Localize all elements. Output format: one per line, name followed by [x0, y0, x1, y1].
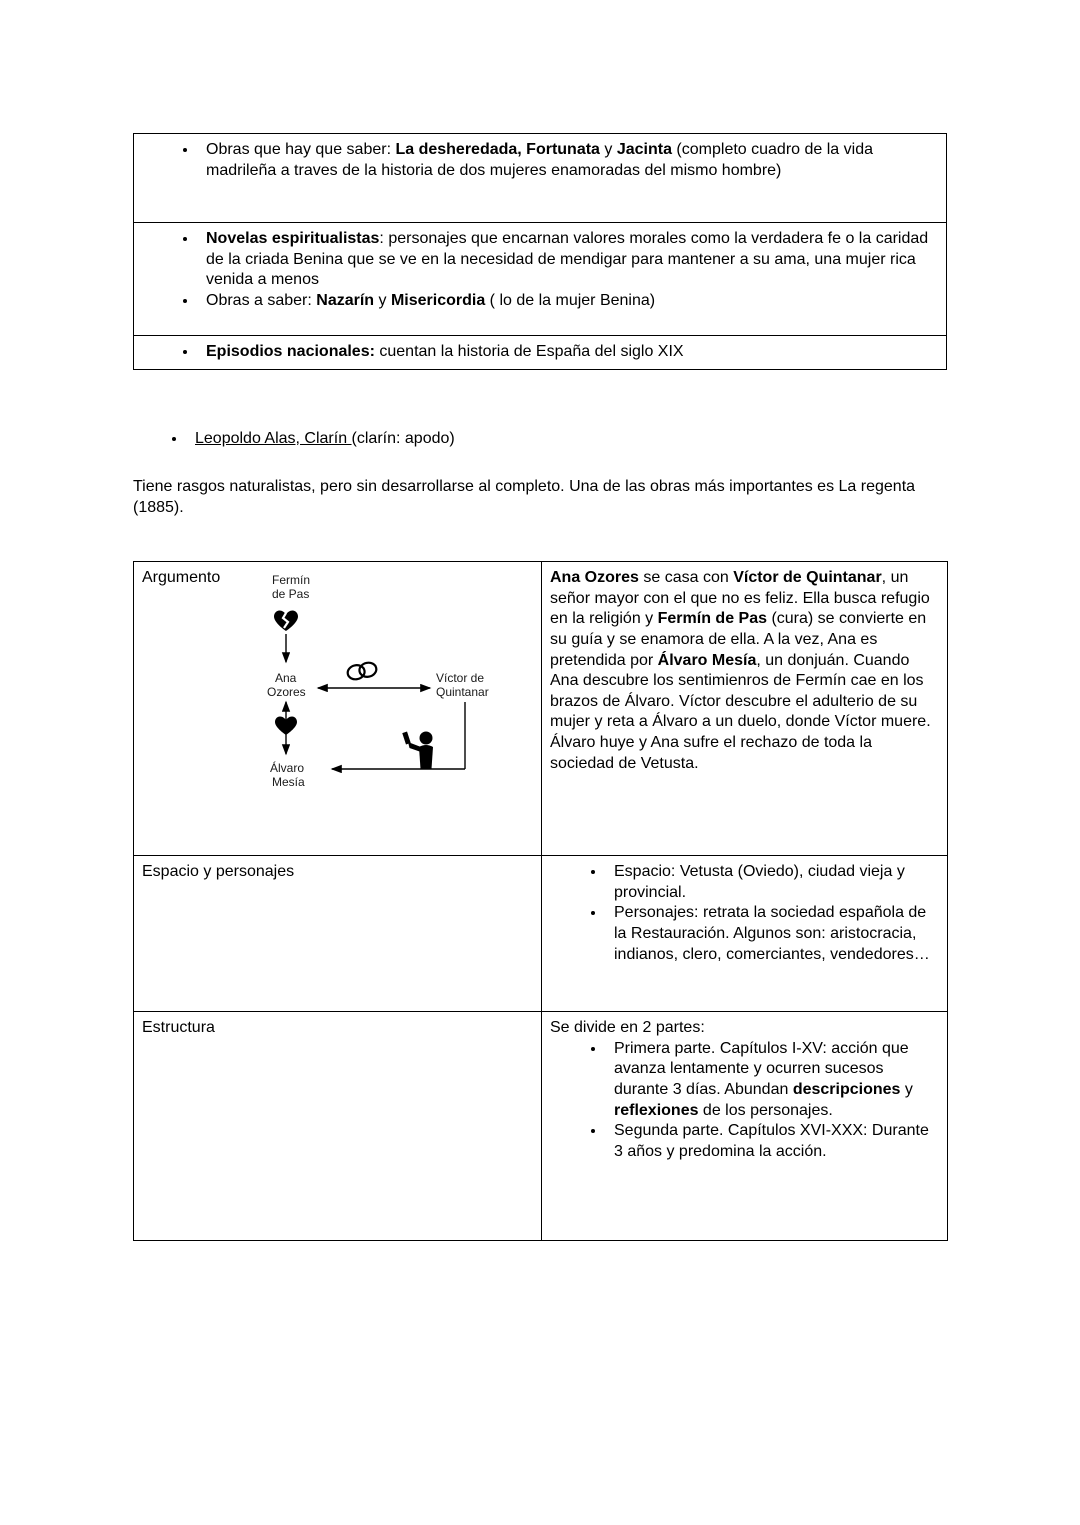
table-row-episodios: [134, 336, 947, 370]
victor-label-line2: Quintanar: [436, 685, 489, 699]
argumento-text: Ana Ozores se casa con Víctor de Quintanar, un señor mayor con el que no es feliz. Ella busca refugio en la religión y Fermín de Pas (cura) se convierte en su guía y se enamora de ella. A la vez, Ana es pretendida por Álvaro Mesía, un donjuán. Cuando Ana descubre los sentimienros de Fermín cae en los brazos de Álvaro. Víctor descubre el adulterio de su mujer y reta a Álvaro a un duelo, donde Víctor muere. Álvaro huye y Ana sufre el rechazo de toda la sociedad de Vetusta.: [550, 569, 931, 772]
fermin-label-line2: de Pas: [272, 587, 310, 601]
list-item: • Obras que hay que saber: La desheredada, Fortunata y Jacinta (completo cuadro de la vida madrileña a traves de la historia de dos mujeres enamoradas del mismo hombre): [198, 140, 938, 181]
list-item: • Segunda parte. Capítulos XVI-XXX: Durante 3 años y predomina la acción.: [606, 1121, 939, 1162]
la-regenta-table: [133, 561, 948, 1241]
table-row-espiritualistas: [134, 223, 947, 336]
argumento-text-cell: [542, 562, 948, 856]
table-row-obras: [134, 134, 947, 223]
broken-heart-icon: [274, 611, 298, 632]
alvaro-label-line2: Mesía: [272, 775, 305, 789]
espacio-label: Espacio y personajes: [142, 863, 295, 880]
estructura-label: Estructura: [142, 1019, 215, 1036]
clarin-heading-item: • Leopoldo Alas, Clarín (clarín: apodo): [187, 429, 893, 450]
argumento-label: Argumento: [142, 569, 221, 586]
alvaro-label: Álvaro: [270, 761, 305, 775]
duel-figure-icon: [402, 732, 433, 770]
list-item: • Primera parte. Capítulos I-XV: acción que avanza lentamente y ocurren sucesos durante 3 días. Abundan descripciones y reflexiones de los personajes.: [606, 1039, 939, 1122]
espacio-label-cell: [134, 856, 542, 1012]
ana-label: Ana: [275, 671, 297, 685]
list-item: • Personajes: retrata la sociedad española de la Restauración. Algunos son: aristocracia, indianos, clero, comerciantes, vendedores…: [606, 903, 939, 965]
galdos-works-table: [133, 133, 947, 370]
argumento-cell: [134, 562, 542, 856]
clarin-intro-paragraph: Tiene rasgos naturalistas, pero sin desarrollarse al completo. Una de las obras más importantes es La regenta (1885).: [133, 478, 916, 516]
fermin-label: Fermín: [272, 573, 311, 587]
clarin-heading-list: [133, 429, 893, 450]
wedding-rings-icon: [346, 661, 377, 681]
list-item: • Espacio: Vetusta (Oviedo), ciudad vieja y provincial.: [606, 862, 939, 903]
estructura-label-cell: [134, 1012, 542, 1241]
list-item: • Novelas espiritualistas: personajes que encarnan valores morales como la verdadera fe o la caridad de la criada Benina que se ve en la necesidad de mendigar para mantener a su ama, una mujer rica venida a menos: [198, 229, 938, 291]
espacio-content-cell: [542, 856, 948, 1012]
la-regenta-character-diagram: [260, 570, 518, 830]
estructura-content-cell: [542, 1012, 948, 1241]
estructura-intro: Se divide en 2 partes:: [550, 1019, 705, 1036]
list-item: • Obras a saber: Nazarín y Misericordia ( lo de la mujer Benina): [198, 291, 938, 312]
ana-label-line2: Ozores: [267, 685, 306, 699]
list-item: • Episodios nacionales: cuentan la historia de España del siglo XIX: [198, 342, 938, 363]
victor-label: Víctor de: [436, 671, 485, 685]
